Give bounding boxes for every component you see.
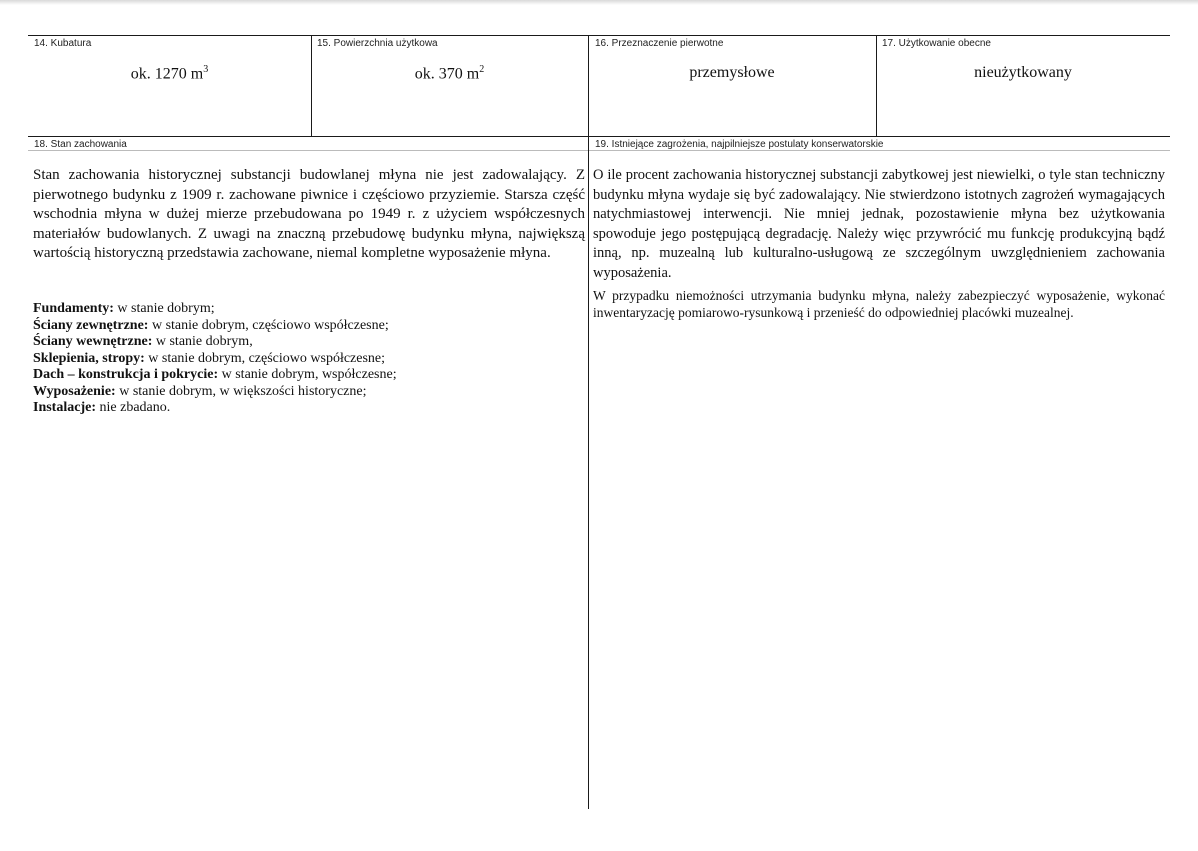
label-underline-19 [589, 150, 1170, 151]
value-kubatura [28, 64, 311, 83]
table-top-border [28, 35, 1170, 36]
label-stan-zachowania: 18. Stan zachowania [34, 139, 127, 150]
col-divider-2 [588, 35, 589, 809]
zagrozenia-paragraph: O ile procent zachowania historycznej substancji zabytkowej jest niewielki, o tyle stan techniczny budynku młyna wydaje się być zadowalający. Nie stwierdzono istotnych zagrożeń wymagających natychmiastowej interwencji. Nie mniej jednak, pozostawienie młyna bez użytkowania spowoduje jego postępującą degradację. Należy więc przywrócić mu funkcję produkcyjną bądź inną, np. muzealną lub kulturalno-usługową ze szczególnym uwzględnieniem zachowania wyposażenia. [593, 167, 1165, 281]
zagrozenia-note: W przypadku niemożności utrzymania budynku młyna, należy zabezpieczyć wyposażenie, wykonać inwentaryzację pomiarowo-rysunkową i przenieść do odpowiedniej placówki muzealnej. [593, 288, 1165, 320]
list-item-text: w stanie dobrym; [113, 301, 215, 316]
list-item-key: Sklepienia, stropy: [33, 350, 145, 366]
scan-top-edge [0, 0, 1198, 5]
stan-zachowania-list [33, 301, 583, 417]
list-item [33, 301, 583, 318]
list-item-key: Ściany wewnętrzne: [33, 334, 153, 349]
row-divider [28, 136, 1170, 137]
col-divider-1 [311, 35, 312, 136]
value-kubatura-text: ok. 1270 m [130, 65, 204, 83]
label-powierzchnia: 15. Powierzchnia użytkowa [317, 38, 438, 49]
list-item-key: Ściany zewnętrzne: [33, 317, 149, 333]
value-powierzchnia-text: ok. 370 m [414, 65, 480, 83]
col-divider-3 [876, 35, 877, 136]
list-item-text: w stanie dobrym, częściowo współczesne; [148, 317, 389, 333]
value-kubatura-sup: 3 [203, 64, 209, 75]
value-uzytkowanie: nieużytkowany [974, 64, 1072, 81]
list-item-key: Dach – konstrukcja i pokrycie: [33, 367, 219, 382]
value-przeznaczenie: przemysłowe [689, 64, 775, 81]
list-item-key: Fundamenty: [33, 301, 114, 316]
label-uzytkowanie: 17. Użytkowanie obecne [882, 38, 991, 49]
list-item [33, 400, 583, 417]
list-item-text: w stanie dobrym, [152, 334, 253, 349]
list-item [33, 384, 583, 401]
list-item-text: w stanie dobrym, w większości historyczne; [115, 383, 367, 399]
list-item-key: Wyposażenie: [33, 383, 116, 399]
stan-zachowania-paragraph: Stan zachowania historycznej substancji budowlanej młyna nie jest zadowalający. Z pierwotnego budynku z 1909 r. zachowane piwnice i częściowo przyziemie. Starsza część wschodnia młyna w dużej mierze przebudowana po 1949 r. z użyciem współczesnych materiałów budowlanych. Z uwagi na znaczną przebudowę budynku młyna, największą wartością historyczną przedstawia zachowane, niemal kompletne wyposażenie młyna. [33, 167, 585, 261]
list-item-text: w stanie dobrym, częściowo współczesne; [144, 350, 386, 366]
label-przeznaczenie: 16. Przeznaczenie pierwotne [595, 38, 724, 49]
list-item-key: Instalacje: [33, 400, 96, 415]
list-item [33, 367, 583, 384]
list-item [33, 351, 583, 368]
label-underline-18 [28, 150, 588, 151]
label-kubatura: 14. Kubatura [34, 38, 92, 49]
value-powierzchnia-sup: 2 [479, 64, 485, 75]
label-zagrozenia: 19. Istniejące zagrożenia, najpilniejsze postulaty konserwatorskie [595, 139, 884, 150]
list-item-text: w stanie dobrym, współczesne; [218, 367, 397, 382]
list-item-text: nie zbadano. [96, 400, 171, 415]
list-item [33, 318, 583, 335]
value-powierzchnia [311, 64, 588, 83]
list-item [33, 334, 583, 351]
